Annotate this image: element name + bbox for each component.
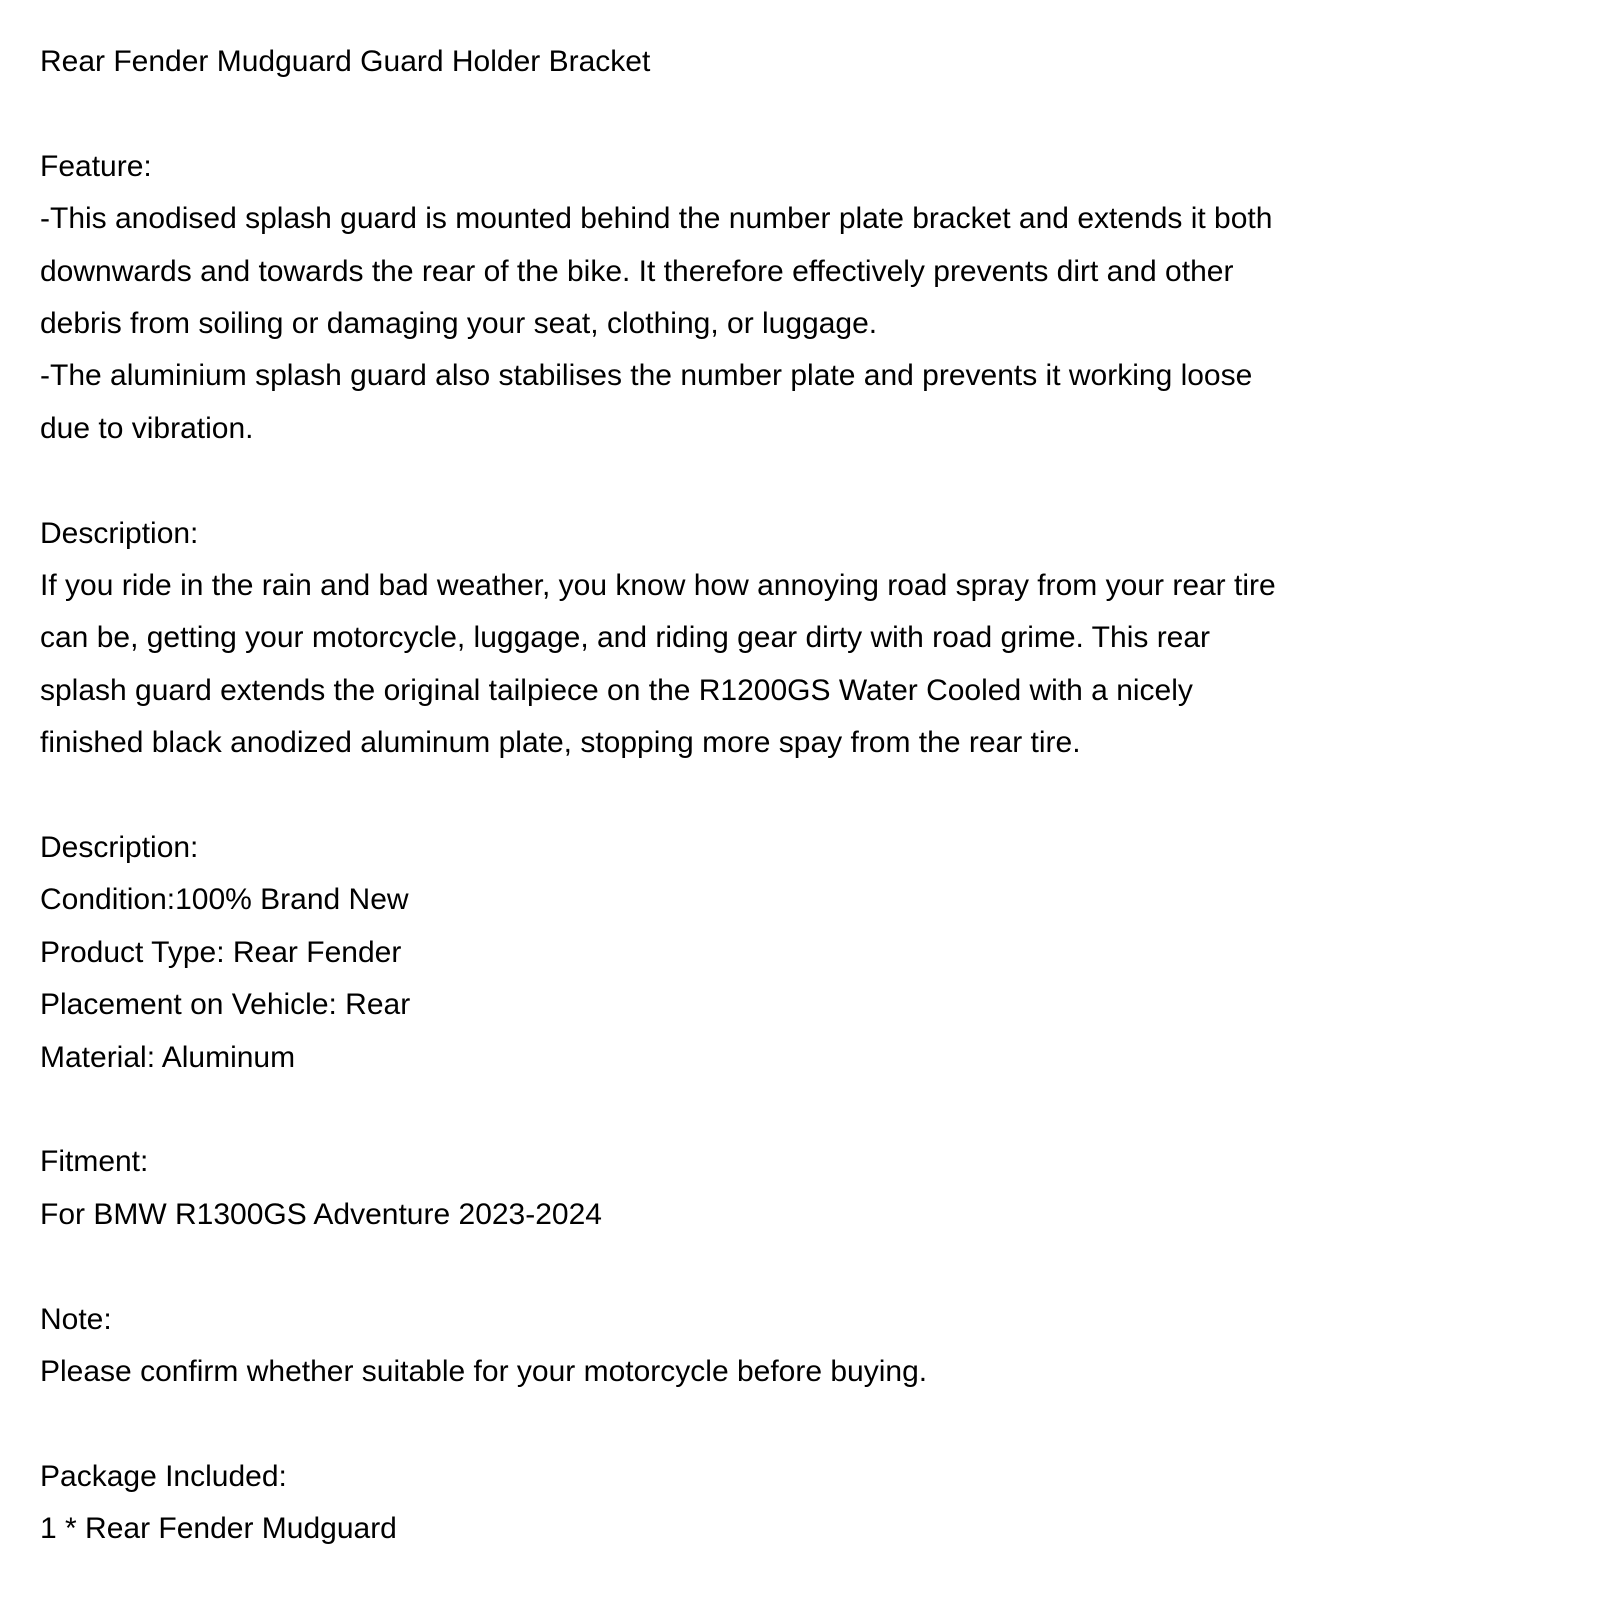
text-line: -This anodised splash guard is mounted behind the number plate bracket and extends it both [40, 202, 1273, 236]
product-type-line: Product Type: Rear Fender [40, 935, 402, 969]
text-line: downwards and towards the rear of the bike. It therefore effectively prevents dirt and other [40, 254, 1234, 288]
text-line: debris from soiling or damaging your seat, clothing, or luggage. [40, 307, 878, 341]
section-fitment-heading: Fitment: [40, 1145, 149, 1179]
package-line: 1 * Rear Fender Mudguard [40, 1512, 397, 1546]
material-line: Material: Aluminum [40, 1040, 296, 1074]
text-line: If you ride in the rain and bad weather, you know how annoying road spray from your rear tire [40, 569, 1276, 603]
section-fitment [40, 1136, 1560, 1241]
text-line: finished black anodized aluminum plate, stopping more spay from the rear tire. [40, 726, 1081, 760]
placement-line: Placement on Vehicle: Rear [40, 988, 411, 1022]
condition-line: Condition:100% Brand New [40, 883, 409, 917]
section-package-included [40, 1451, 1560, 1556]
note-line: Please confirm whether suitable for your motorcycle before buying. [40, 1355, 928, 1389]
page-title: Rear Fender Mudguard Guard Holder Bracket [40, 45, 651, 78]
section-feature-heading: Feature: [40, 149, 152, 183]
section-note-heading: Note: [40, 1302, 112, 1336]
fitment-line: For BMW R1300GS Adventure 2023-2024 [40, 1197, 602, 1231]
section-feature [40, 141, 1560, 455]
text-line: -The aluminium splash guard also stabilises the number plate and prevents it working loose [40, 359, 1253, 393]
section-package-heading: Package Included: [40, 1459, 287, 1493]
text-line: due to vibration. [40, 411, 254, 445]
section-description-2-heading: Description: [40, 831, 199, 865]
text-line: can be, getting your motorcycle, luggage, and riding gear dirty with road grime. This rear [40, 621, 1211, 655]
text-line: splash guard extends the original tailpiece on the R1200GS Water Cooled with a nicely [40, 673, 1193, 707]
section-note [40, 1294, 1560, 1399]
section-description-2 [40, 822, 1560, 1084]
section-description-1 [40, 508, 1560, 770]
section-description-1-heading: Description: [40, 516, 199, 550]
